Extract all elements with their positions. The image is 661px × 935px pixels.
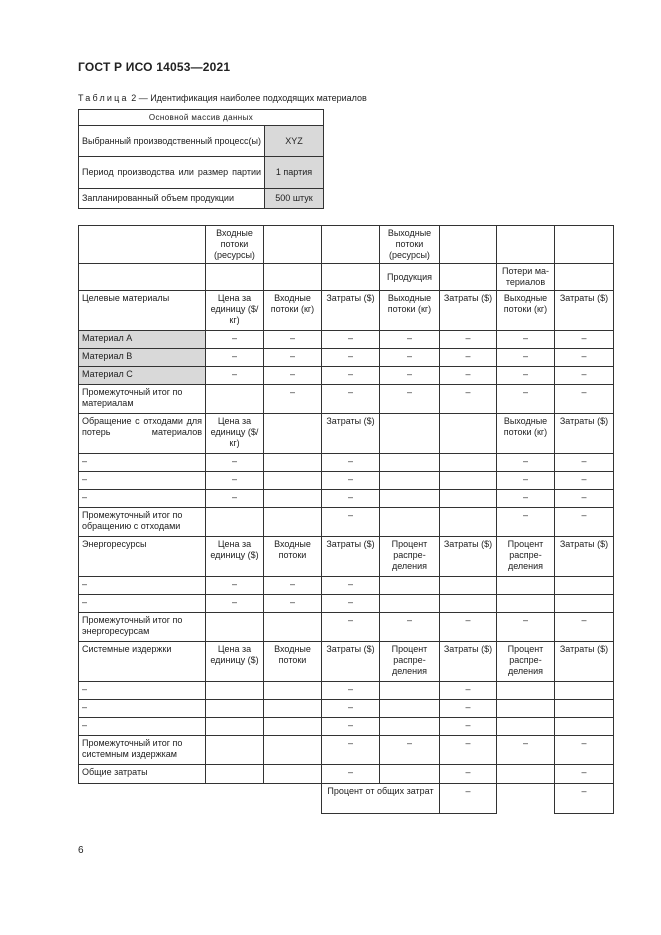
header-cell: [322, 264, 380, 291]
value-cell: –: [555, 472, 614, 490]
value-cell: –: [555, 490, 614, 508]
row-label: –: [79, 454, 206, 472]
empty-cell: [206, 784, 264, 814]
value-cell: –: [206, 349, 264, 367]
materials-table: [78, 225, 614, 814]
row-label: –: [79, 700, 206, 718]
column-header: Цена за единицу ($/кг): [206, 414, 264, 454]
mass-label: Выбранный производственный процесс(ы): [79, 126, 265, 157]
subtotal-cell: –: [497, 508, 555, 537]
value-cell: –: [206, 490, 264, 508]
value-cell: –: [206, 472, 264, 490]
value-cell: [380, 700, 440, 718]
subtotal-cell: [206, 508, 264, 537]
subtotal-cell: –: [380, 613, 440, 642]
page-number: 6: [78, 845, 84, 856]
subtotal-cell: –: [440, 385, 497, 414]
value-cell: [497, 700, 555, 718]
value-cell: –: [322, 718, 380, 736]
header-cell: Входные потоки (ресурсы): [206, 226, 264, 264]
value-cell: –: [322, 595, 380, 613]
value-cell: –: [264, 577, 322, 595]
standard-title: ГОСТ Р ИСО 14053—2021: [78, 60, 231, 74]
value-cell: [555, 577, 614, 595]
subtotal-cell: –: [380, 736, 440, 765]
column-header: Входные потоки: [264, 642, 322, 682]
column-header: Затраты ($): [440, 537, 497, 577]
value-cell: [555, 700, 614, 718]
mass-value: 500 штук: [265, 189, 324, 209]
column-header: Цена за единицу ($): [206, 642, 264, 682]
section-label: Энергоресурсы: [79, 537, 206, 577]
table-caption: [78, 93, 367, 103]
value-cell: –: [206, 367, 264, 385]
subtotal-cell: –: [555, 385, 614, 414]
value-cell: –: [206, 577, 264, 595]
header-cell: [497, 226, 555, 264]
table-row: [79, 700, 614, 718]
header-cell: [440, 226, 497, 264]
value-cell: [497, 682, 555, 700]
subtotal-cell: [264, 736, 322, 765]
mass-label: Запланированный объем продукции: [79, 189, 265, 209]
value-cell: [497, 595, 555, 613]
column-header: Цена за единицу ($): [206, 537, 264, 577]
column-header: Цена за единицу ($/кг): [206, 291, 264, 331]
subtotal-cell: [440, 508, 497, 537]
column-header: [264, 414, 322, 454]
table-row: [79, 226, 614, 264]
value-cell: –: [322, 490, 380, 508]
value-cell: [440, 595, 497, 613]
table-row: [79, 490, 614, 508]
value-cell: –: [555, 331, 614, 349]
value-cell: [206, 700, 264, 718]
value-cell: [380, 454, 440, 472]
subtotal-cell: –: [555, 736, 614, 765]
table-row: [79, 367, 614, 385]
column-header: Затраты ($): [440, 291, 497, 331]
value-cell: –: [380, 331, 440, 349]
total-cell: [264, 765, 322, 784]
row-label: Материал В: [79, 349, 206, 367]
value-cell: –: [497, 490, 555, 508]
value-cell: –: [440, 700, 497, 718]
row-label: –: [79, 490, 206, 508]
value-cell: –: [380, 367, 440, 385]
header-cell: Выходные потоки (ресурсы): [380, 226, 440, 264]
value-cell: –: [322, 454, 380, 472]
row-label: –: [79, 472, 206, 490]
value-cell: –: [264, 595, 322, 613]
header-cell: [206, 264, 264, 291]
header-cell: [555, 264, 614, 291]
column-header: Процент распре-деления: [380, 642, 440, 682]
header-cell: [79, 264, 206, 291]
value-cell: –: [322, 700, 380, 718]
value-cell: –: [440, 367, 497, 385]
value-cell: –: [322, 472, 380, 490]
table-row: [79, 784, 614, 814]
subtotal-cell: [380, 508, 440, 537]
column-header: Процент распре-деления: [380, 537, 440, 577]
total-cell: [206, 765, 264, 784]
value-cell: –: [497, 349, 555, 367]
column-header: Процент распре-деления: [497, 537, 555, 577]
value-cell: –: [206, 595, 264, 613]
row-label: Материал А: [79, 331, 206, 349]
value-cell: [380, 490, 440, 508]
value-cell: [440, 454, 497, 472]
table-row: [79, 595, 614, 613]
value-cell: –: [322, 349, 380, 367]
value-cell: –: [322, 331, 380, 349]
table-row: [79, 385, 614, 414]
header-cell: [264, 226, 322, 264]
table-row: [79, 577, 614, 595]
value-cell: –: [440, 349, 497, 367]
column-header: Затраты ($): [322, 642, 380, 682]
value-cell: [497, 577, 555, 595]
subtotal-label: Промежуточный итог по обращению с отходами: [79, 508, 206, 537]
value-cell: –: [322, 577, 380, 595]
value-cell: –: [497, 472, 555, 490]
section-label: Обращение с отходами для потерь материалов: [79, 414, 206, 454]
value-cell: –: [497, 454, 555, 472]
total-cell: –: [322, 765, 380, 784]
subtotal-cell: –: [322, 385, 380, 414]
row-label: –: [79, 718, 206, 736]
value-cell: –: [440, 682, 497, 700]
value-cell: [264, 718, 322, 736]
subtotal-cell: –: [380, 385, 440, 414]
subtotal-cell: –: [322, 736, 380, 765]
value-cell: [264, 682, 322, 700]
value-cell: –: [497, 367, 555, 385]
subtotal-cell: [264, 508, 322, 537]
value-cell: –: [264, 349, 322, 367]
column-header: Выходные потоки (кг): [497, 291, 555, 331]
subtotal-cell: –: [440, 736, 497, 765]
column-header: Входные потоки: [264, 537, 322, 577]
subtotal-label: Промежуточный итог по энергоресурсам: [79, 613, 206, 642]
subtotal-cell: [264, 613, 322, 642]
column-header: Затраты ($): [555, 537, 614, 577]
column-header: Затраты ($): [322, 537, 380, 577]
header-cell: [79, 226, 206, 264]
header-cell: [264, 264, 322, 291]
section-label: Целевые материалы: [79, 291, 206, 331]
header-cell: [440, 264, 497, 291]
mass-label: Период производства или размер партии: [79, 157, 265, 189]
mass-value: XYZ: [265, 126, 324, 157]
column-header: Затраты ($): [440, 642, 497, 682]
value-cell: [206, 682, 264, 700]
value-cell: –: [555, 349, 614, 367]
value-cell: [380, 718, 440, 736]
table-row: [79, 718, 614, 736]
section-label: Системные издержки: [79, 642, 206, 682]
column-header: Затраты ($): [555, 642, 614, 682]
value-cell: [380, 682, 440, 700]
caption-prefix: Таблица: [78, 93, 129, 103]
table-row: [79, 472, 614, 490]
column-header: Затраты ($): [555, 414, 614, 454]
mass-data-table: [78, 109, 324, 209]
header-cell: [555, 226, 614, 264]
subtotal-cell: –: [264, 385, 322, 414]
percent-cell: –: [440, 784, 497, 814]
total-cell: –: [440, 765, 497, 784]
column-header: Процент распре-деления: [497, 642, 555, 682]
subtotal-label: Промежуточный итог по материалам: [79, 385, 206, 414]
value-cell: –: [264, 331, 322, 349]
column-header: [380, 414, 440, 454]
empty-cell: [264, 784, 322, 814]
total-cell: [380, 765, 440, 784]
column-header: Затраты ($): [322, 291, 380, 331]
subtotal-cell: –: [440, 613, 497, 642]
value-cell: [555, 718, 614, 736]
table-row: [79, 291, 614, 331]
table-row: [79, 454, 614, 472]
percent-label: Процент от общих затрат: [322, 784, 440, 814]
table-row: [79, 414, 614, 454]
table-row: [79, 613, 614, 642]
table-row: [79, 682, 614, 700]
subtotal-cell: [206, 385, 264, 414]
value-cell: [264, 700, 322, 718]
header-cell: [322, 226, 380, 264]
value-cell: –: [440, 331, 497, 349]
column-header: [440, 414, 497, 454]
total-cell: [497, 765, 555, 784]
empty-cell: [497, 784, 555, 814]
percent-cell: –: [555, 784, 614, 814]
value-cell: [380, 595, 440, 613]
subtotal-cell: –: [497, 385, 555, 414]
column-header: Выходные потоки (кг): [497, 414, 555, 454]
subtotal-cell: –: [497, 613, 555, 642]
table-row: [79, 765, 614, 784]
table-row: [79, 349, 614, 367]
value-cell: [497, 718, 555, 736]
value-cell: –: [555, 454, 614, 472]
value-cell: –: [264, 367, 322, 385]
value-cell: [555, 595, 614, 613]
table-row: [79, 331, 614, 349]
value-cell: [264, 472, 322, 490]
empty-cell: [79, 784, 206, 814]
value-cell: –: [555, 367, 614, 385]
subtotal-cell: –: [322, 508, 380, 537]
value-cell: [440, 490, 497, 508]
table-row: [79, 508, 614, 537]
value-cell: [380, 577, 440, 595]
table-row: [79, 264, 614, 291]
value-cell: [440, 472, 497, 490]
column-header: Входные потоки (кг): [264, 291, 322, 331]
value-cell: –: [497, 331, 555, 349]
table-row: [79, 537, 614, 577]
value-cell: –: [206, 331, 264, 349]
subtotal-cell: –: [555, 508, 614, 537]
value-cell: –: [206, 454, 264, 472]
row-label: Материал С: [79, 367, 206, 385]
value-cell: [264, 454, 322, 472]
subtotal-label: Промежуточный итог по системным издержкам: [79, 736, 206, 765]
subtotal-cell: –: [555, 613, 614, 642]
total-label: Общие затраты: [79, 765, 206, 784]
value-cell: –: [380, 349, 440, 367]
table-row: [79, 736, 614, 765]
value-cell: –: [440, 718, 497, 736]
value-cell: –: [322, 682, 380, 700]
value-cell: [380, 472, 440, 490]
column-header: Затраты ($): [555, 291, 614, 331]
table-row: [79, 642, 614, 682]
mass-table-header: Основной массив данных: [79, 110, 324, 126]
subtotal-cell: –: [322, 613, 380, 642]
header-cell: Потери ма-териалов: [497, 264, 555, 291]
value-cell: [440, 577, 497, 595]
column-header: Затраты ($): [322, 414, 380, 454]
value-cell: –: [322, 367, 380, 385]
row-label: –: [79, 595, 206, 613]
subtotal-cell: [206, 613, 264, 642]
row-label: –: [79, 682, 206, 700]
value-cell: [206, 718, 264, 736]
header-cell: Продукция: [380, 264, 440, 291]
mass-value: 1 партия: [265, 157, 324, 189]
row-label: –: [79, 577, 206, 595]
caption-text: 2 — Идентификация наиболее подходящих материалов: [128, 93, 367, 103]
total-cell: –: [555, 765, 614, 784]
value-cell: [264, 490, 322, 508]
subtotal-cell: [206, 736, 264, 765]
value-cell: [555, 682, 614, 700]
column-header: Выходные потоки (кг): [380, 291, 440, 331]
subtotal-cell: –: [497, 736, 555, 765]
